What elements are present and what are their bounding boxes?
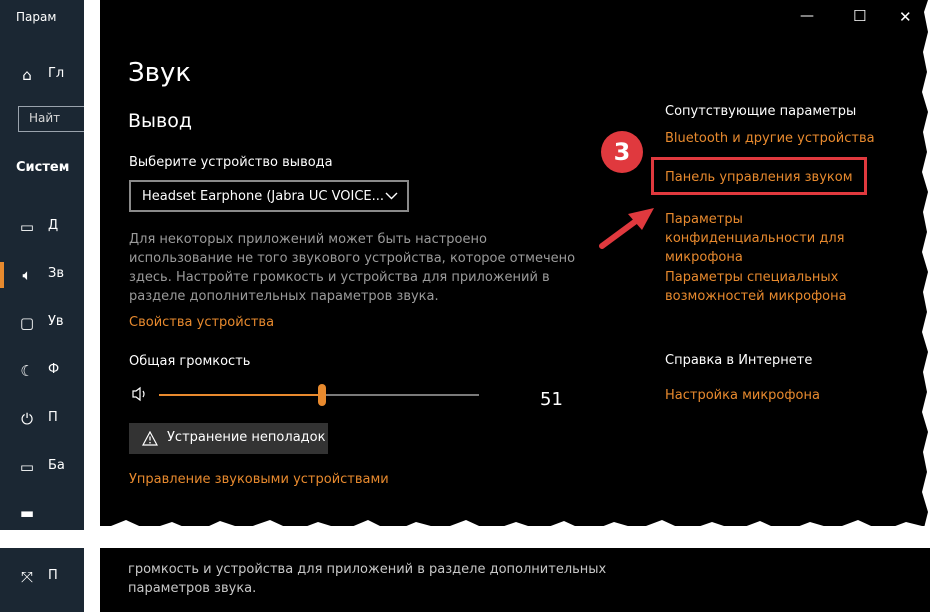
close-button[interactable]: ✕ [899,8,912,26]
maximize-button[interactable]: ☐ [853,7,867,25]
sidebar [0,0,86,530]
battery-icon[interactable]: ▭ [19,458,35,476]
projecting-icon[interactable]: ⤧ [20,568,33,586]
home-icon[interactable]: ⌂ [22,66,32,84]
volume-thumb[interactable] [318,384,326,406]
sidebar-item-battery[interactable]: Ба [48,458,65,473]
bluetooth-link[interactable]: Bluetooth и другие устройства [665,131,875,146]
display-icon[interactable]: ▭ [19,218,35,236]
mic-accessibility-link[interactable]: Параметры специальных возможностей микрофона [665,270,847,304]
help-heading: Справка в Интернете [665,353,813,368]
troubleshoot-button[interactable] [129,423,328,454]
sidebar-item-home[interactable]: Гл [48,66,65,81]
volume-label: Общая громкость [129,354,251,369]
fragment-line-2: параметров звука. [128,581,257,596]
sound-control-panel-link[interactable]: Панель управления звуком [665,170,853,185]
speaker-icon[interactable] [131,386,149,402]
search-placeholder: Найт [29,111,61,125]
volume-value: 51 [540,389,563,410]
annotation-arrow-icon [594,204,658,254]
device-properties-link[interactable]: Свойства устройства [129,315,275,330]
settings-window [100,0,930,526]
sidebar-item-projecting[interactable]: П [48,568,58,583]
duplicate-fragment [100,548,930,612]
warning-icon [142,431,158,446]
mic-privacy-link[interactable]: Параметры конфиденциальности для микрофона [665,212,845,265]
sidebar-section-system: Систем [16,160,70,175]
page-title: Звук [128,58,192,88]
step-badge [601,131,643,173]
step-number: 3 [613,138,631,166]
output-device-value: Headset Earphone (Jabra UC VOICE... [142,189,385,204]
volume-slider[interactable] [159,384,479,406]
fragment-line-1: громкость и устройства для приложений в разделе дополнительных [128,562,607,577]
torn-edge-right [912,0,930,612]
output-description: Для некоторых приложений может быть настроено использование не того звукового устройства, которое отмечено здесь. Настройте громкость и устройства для приложений в разделе дополнительных параметров звука. [129,232,576,304]
output-device-select[interactable] [129,180,409,212]
sidebar-item-power[interactable]: П [48,410,58,425]
window-title: Парам [16,10,57,24]
storage-icon[interactable]: ▬ [19,504,35,522]
search-input[interactable] [18,106,86,132]
sidebar-item-sound[interactable]: Зв [48,266,64,281]
volume-fill [159,394,322,396]
sidebar-item-notifications[interactable]: Ув [48,314,64,329]
sound-icon[interactable]: 🔈︎ [22,266,32,284]
output-heading: Вывод [128,110,192,132]
manage-sound-devices-link[interactable]: Управление звуковыми устройствами [129,472,389,487]
chevron-down-icon [385,192,398,200]
sidebar-item-display[interactable]: Д [48,218,59,233]
related-settings-heading: Сопутствующие параметры [665,104,857,119]
device-label: Выберите устройство вывода [129,155,333,170]
focus-icon[interactable]: ☾ [20,362,34,380]
minimize-button[interactable]: — [800,8,814,24]
mic-setup-link[interactable]: Настройка микрофона [665,388,820,403]
sidebar-bottom [0,548,86,612]
troubleshoot-label: Устранение неполадок [167,430,326,445]
power-icon[interactable]: ⏻ [21,410,33,428]
sidebar-item-focus[interactable]: Ф [48,362,60,377]
notifications-icon[interactable]: ▢ [19,314,35,332]
selected-indicator [0,262,4,288]
